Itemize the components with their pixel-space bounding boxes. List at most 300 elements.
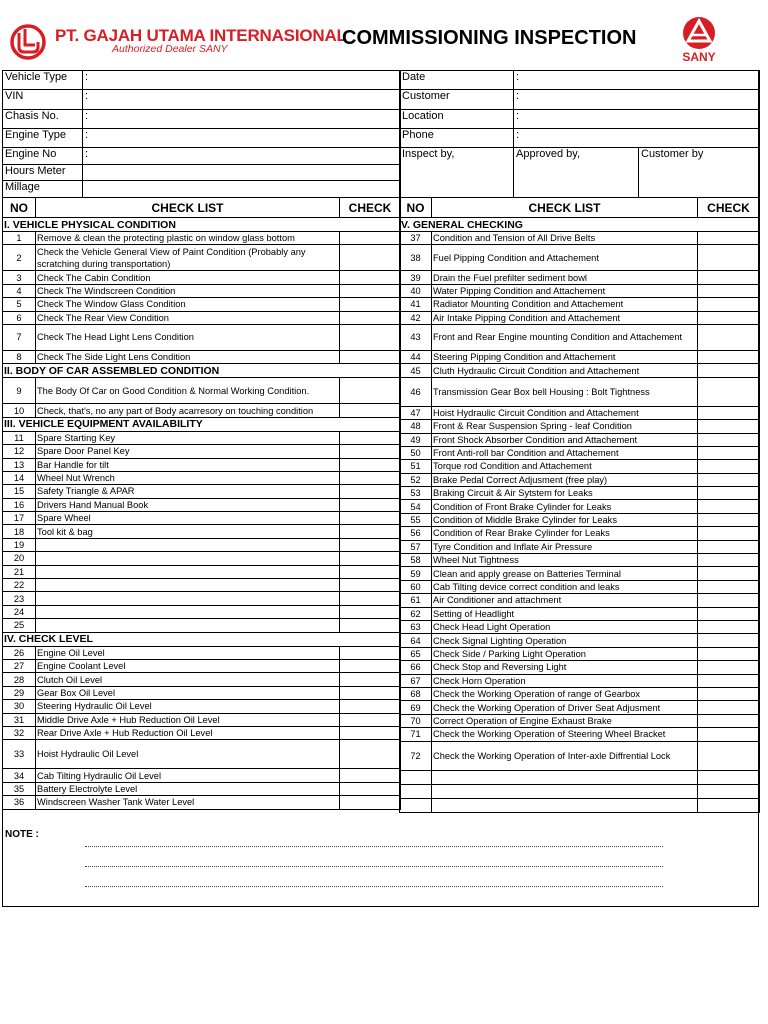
check-box[interactable]	[340, 782, 401, 795]
check-box[interactable]	[340, 538, 401, 551]
item-description: Cab Tilting Hydraulic Oil Level	[36, 769, 340, 782]
checklist-row	[400, 311, 760, 324]
check-box[interactable]	[698, 350, 760, 363]
info-value-field[interactable]: :	[514, 110, 760, 129]
check-box[interactable]	[698, 607, 760, 620]
item-description: Front and Rear Engine mounting Condition and Attachement	[432, 324, 698, 350]
check-box[interactable]	[698, 798, 760, 812]
checklist-header-row	[3, 198, 401, 218]
checklist-row	[400, 324, 760, 350]
checklist-row	[3, 498, 401, 511]
check-box[interactable]	[698, 567, 760, 580]
check-box[interactable]	[698, 554, 760, 567]
item-number: 56	[400, 527, 432, 540]
item-description: Check the Working Operation of Inter-axle Diffrential Lock	[432, 741, 698, 770]
checklist-row	[3, 525, 401, 538]
item-description: Check the Working Operation of Steering Wheel Bracket	[432, 728, 698, 741]
check-box[interactable]	[340, 324, 401, 350]
checklist-row	[3, 782, 401, 795]
checklist-row	[3, 404, 401, 417]
check-box[interactable]	[340, 659, 401, 672]
check-box[interactable]	[340, 673, 401, 686]
check-box[interactable]	[340, 796, 401, 809]
info-label: Engine No	[3, 148, 83, 165]
item-number: 12	[3, 445, 36, 458]
checklist-left	[2, 197, 401, 810]
item-number: 63	[400, 620, 432, 633]
item-number: 46	[400, 377, 432, 406]
check-box[interactable]	[340, 245, 401, 271]
checklist-row	[3, 646, 401, 659]
signature-box[interactable]: Approved by,	[514, 148, 639, 198]
item-number: 27	[3, 659, 36, 672]
item-number: 14	[3, 471, 36, 484]
checklist-row	[3, 726, 401, 739]
item-description: Cab Tilting device correct condition and leaks	[432, 580, 698, 593]
check-box[interactable]	[698, 364, 760, 377]
brand-name: SANY	[682, 50, 716, 64]
item-description: Check The Head Light Lens Condition	[36, 324, 340, 350]
item-number: 1	[3, 232, 36, 245]
checklist-row	[400, 647, 760, 660]
check-box[interactable]	[698, 647, 760, 660]
info-label: Hours Meter	[3, 165, 83, 181]
checklist-row	[3, 298, 401, 311]
col-no-header: NO	[400, 198, 432, 218]
checklist-row	[400, 580, 760, 593]
item-description: Transmission Gear Box bell Housing : Bolt Tightness	[432, 377, 698, 406]
info-row	[3, 71, 401, 90]
checklist-row	[400, 460, 760, 473]
checklist-row	[400, 620, 760, 633]
section-title: I. VEHICLE PHYSICAL CONDITION	[3, 218, 401, 232]
checklist-row	[3, 673, 401, 686]
check-box[interactable]	[698, 298, 760, 311]
item-number: 37	[400, 232, 432, 245]
item-number: 3	[3, 271, 36, 284]
check-box[interactable]	[698, 420, 760, 433]
info-row	[3, 148, 401, 165]
item-number: 61	[400, 594, 432, 607]
checklist-row	[3, 431, 401, 444]
checklist-right	[399, 197, 760, 813]
check-box[interactable]	[340, 726, 401, 739]
item-description: Check the Working Operation of range of Gearbox	[432, 687, 698, 700]
item-description: Check The Window Glass Condition	[36, 298, 340, 311]
checklist-row	[400, 377, 760, 406]
item-number: 8	[3, 350, 36, 363]
item-description: Air Conditioner and attachment	[432, 594, 698, 607]
checklist-row	[400, 594, 760, 607]
check-box[interactable]	[698, 540, 760, 553]
item-description: Front Shock Absorber Condition and Attachement	[432, 433, 698, 446]
info-label: Date	[400, 71, 514, 90]
item-description	[36, 538, 340, 551]
info-label: Millage	[3, 181, 83, 198]
item-description: Check the Working Operation of Driver Seat Adjusment	[432, 701, 698, 714]
checklist-row	[400, 741, 760, 770]
item-number: 22	[3, 579, 36, 592]
check-box[interactable]	[340, 284, 401, 297]
item-description: Check Signal Lighting Operation	[432, 634, 698, 647]
info-value-field[interactable]: :	[83, 71, 401, 90]
check-box[interactable]	[698, 324, 760, 350]
signature-row	[400, 148, 760, 198]
checklist-row	[400, 487, 760, 500]
checklist-row	[3, 232, 401, 245]
info-value-field[interactable]: :	[83, 148, 401, 165]
check-box[interactable]	[698, 714, 760, 727]
item-description: Braking Circuit & Air Sytstem for Leaks	[432, 487, 698, 500]
item-number: 62	[400, 607, 432, 620]
item-number: 38	[400, 245, 432, 271]
item-number: 29	[3, 686, 36, 699]
item-number: 55	[400, 513, 432, 526]
checklist-row	[400, 554, 760, 567]
check-box[interactable]	[698, 500, 760, 513]
item-description: Steering Pipping Condition and Attachement	[432, 350, 698, 363]
check-box[interactable]	[698, 594, 760, 607]
item-description: Cluth Hydraulic Circuit Condition and Attachement	[432, 364, 698, 377]
info-value-field[interactable]: :	[83, 90, 401, 110]
check-box[interactable]	[340, 498, 401, 511]
check-box[interactable]	[698, 446, 760, 459]
check-box[interactable]	[698, 687, 760, 700]
checklist-row	[400, 540, 760, 553]
item-number: 39	[400, 271, 432, 284]
check-box[interactable]	[340, 458, 401, 471]
checklist-row	[400, 284, 760, 297]
check-box[interactable]	[698, 580, 760, 593]
signature-box[interactable]: Customer by	[639, 148, 760, 198]
check-box[interactable]	[340, 404, 401, 417]
checklist-row	[400, 420, 760, 433]
checklist-row	[400, 687, 760, 700]
check-box[interactable]	[340, 525, 401, 538]
check-box[interactable]	[340, 298, 401, 311]
col-check-header: CHECK	[340, 198, 401, 218]
item-description: Fuel Pipping Condition and Attachement	[432, 245, 698, 271]
item-description: Hoist Hydraulic Circuit Condition and Attachement	[432, 406, 698, 419]
item-number: 69	[400, 701, 432, 714]
info-value-field[interactable]: :	[83, 129, 401, 148]
item-description: Hoist Hydraulic Oil Level	[36, 740, 340, 769]
check-box[interactable]	[698, 784, 760, 798]
item-description: Remove & clean the protecting plastic on window glass bottom	[36, 232, 340, 245]
check-box[interactable]	[340, 769, 401, 782]
check-box[interactable]	[340, 471, 401, 484]
item-number: 13	[3, 458, 36, 471]
info-row	[400, 110, 760, 129]
section-row	[3, 632, 401, 646]
item-number: 57	[400, 540, 432, 553]
checklist-row	[3, 271, 401, 284]
item-description	[432, 770, 698, 784]
checklist-row	[3, 740, 401, 769]
note-line[interactable]	[85, 846, 663, 847]
info-row	[3, 165, 401, 181]
info-row	[3, 110, 401, 129]
item-description: Front & Rear Suspension Spring - leaf Condition	[432, 420, 698, 433]
section-title: V. GENERAL CHECKING	[400, 218, 760, 232]
check-box[interactable]	[698, 770, 760, 784]
check-box[interactable]	[698, 620, 760, 633]
info-value-field[interactable]: :	[83, 110, 401, 129]
check-box[interactable]	[698, 271, 760, 284]
check-box[interactable]	[340, 619, 401, 632]
info-value-field[interactable]: :	[514, 71, 760, 90]
note-line[interactable]	[85, 866, 663, 867]
check-box[interactable]	[340, 686, 401, 699]
item-description: Bar Handle for tilt	[36, 458, 340, 471]
item-description: Condition of Middle Brake Cylinder for Leaks	[432, 513, 698, 526]
check-box[interactable]	[698, 513, 760, 526]
item-description: Spare Wheel	[36, 512, 340, 525]
check-box[interactable]	[698, 284, 760, 297]
item-number: 25	[3, 619, 36, 632]
checklist-row	[3, 311, 401, 324]
check-box[interactable]	[340, 431, 401, 444]
item-description	[36, 592, 340, 605]
signature-box[interactable]: Inspect by,	[400, 148, 514, 198]
item-number: 45	[400, 364, 432, 377]
check-box[interactable]	[340, 592, 401, 605]
checklist-row	[3, 245, 401, 271]
check-box[interactable]	[698, 460, 760, 473]
item-description	[36, 565, 340, 578]
item-description: Safety Triangle & APAR	[36, 485, 340, 498]
checklist-row	[400, 527, 760, 540]
item-description	[36, 552, 340, 565]
section-row	[400, 218, 760, 232]
checklist-row	[400, 661, 760, 674]
item-number: 35	[3, 782, 36, 795]
checklist-row	[3, 686, 401, 699]
checklist-row	[400, 446, 760, 459]
section-title: III. VEHICLE EQUIPMENT AVAILABILITY	[3, 417, 401, 431]
item-description	[36, 605, 340, 618]
check-box[interactable]	[340, 579, 401, 592]
item-number	[400, 798, 432, 812]
checklist-row	[400, 567, 760, 580]
item-number: 44	[400, 350, 432, 363]
item-number: 20	[3, 552, 36, 565]
item-description: Windscreen Washer Tank Water Level	[36, 796, 340, 809]
item-number: 23	[3, 592, 36, 605]
item-description: Water Pipping Condition and Attachement	[432, 284, 698, 297]
info-label: VIN	[3, 90, 83, 110]
item-number: 7	[3, 324, 36, 350]
item-number: 32	[3, 726, 36, 739]
checklist-row	[400, 784, 760, 798]
company-name: PT. GAJAH UTAMA INTERNASIONAL	[55, 26, 347, 45]
item-description: Check, that's, no any part of Body acarresory on touching condition	[36, 404, 340, 417]
item-description: Engine Oil Level	[36, 646, 340, 659]
info-value-field[interactable]: :	[514, 90, 760, 110]
check-box[interactable]	[698, 661, 760, 674]
section-title: IV. CHECK LEVEL	[3, 632, 401, 646]
item-description: Clean and apply grease on Batteries Terminal	[432, 567, 698, 580]
item-description	[432, 798, 698, 812]
inspection-info-table	[399, 70, 760, 198]
info-value-field[interactable]	[83, 181, 401, 198]
checklist-row	[400, 473, 760, 486]
check-box[interactable]	[340, 740, 401, 769]
checklist-row	[3, 769, 401, 782]
check-box[interactable]	[340, 311, 401, 324]
info-row	[400, 129, 760, 148]
item-number: 43	[400, 324, 432, 350]
info-label: Engine Type	[3, 129, 83, 148]
checklist-row	[400, 298, 760, 311]
check-box[interactable]	[340, 232, 401, 245]
item-number: 6	[3, 311, 36, 324]
check-box[interactable]	[698, 311, 760, 324]
item-number: 24	[3, 605, 36, 618]
check-box[interactable]	[698, 232, 760, 245]
check-box[interactable]	[340, 350, 401, 363]
item-number	[400, 770, 432, 784]
col-check-header: CHECK	[698, 198, 760, 218]
item-number: 17	[3, 512, 36, 525]
check-box[interactable]	[340, 271, 401, 284]
check-box[interactable]	[698, 728, 760, 741]
item-description: Condition of Front Brake Cylinder for Leaks	[432, 500, 698, 513]
item-description: Engine Coolant Level	[36, 659, 340, 672]
info-value-field[interactable]: :	[514, 129, 760, 148]
check-box[interactable]	[698, 433, 760, 446]
check-box[interactable]	[340, 646, 401, 659]
checklist-row	[400, 513, 760, 526]
check-box[interactable]	[698, 377, 760, 406]
item-description: Wheel Nut Tightness	[432, 554, 698, 567]
checklist-row	[400, 798, 760, 812]
item-number: 16	[3, 498, 36, 511]
checklist-row	[3, 619, 401, 632]
checklist-row	[3, 350, 401, 363]
item-description: Check Head Light Operation	[432, 620, 698, 633]
item-number: 48	[400, 420, 432, 433]
checklist-row	[3, 538, 401, 551]
check-box[interactable]	[698, 406, 760, 419]
checklist-row	[400, 714, 760, 727]
check-box[interactable]	[698, 487, 760, 500]
item-description: Check Horn Operation	[432, 674, 698, 687]
info-label: Location	[400, 110, 514, 129]
page-title: COMMISSIONING INSPECTION	[342, 27, 637, 49]
item-number: 21	[3, 565, 36, 578]
item-description: Condition and Tension of All Drive Belts	[432, 232, 698, 245]
item-number: 31	[3, 713, 36, 726]
checklist-row	[3, 579, 401, 592]
check-box[interactable]	[698, 245, 760, 271]
item-number: 18	[3, 525, 36, 538]
sany-logo-icon	[677, 15, 721, 51]
item-description: Spare Starting Key	[36, 431, 340, 444]
section-row	[3, 417, 401, 431]
item-description: Battery Electrolyte Level	[36, 782, 340, 795]
note-line[interactable]	[85, 886, 663, 887]
checklist-row	[400, 728, 760, 741]
item-description: Check The Windscreen Condition	[36, 284, 340, 297]
item-description	[36, 619, 340, 632]
check-box[interactable]	[698, 741, 760, 770]
item-number: 11	[3, 431, 36, 444]
checklist-row	[3, 445, 401, 458]
item-description: Spare Door Panel Key	[36, 445, 340, 458]
check-box[interactable]	[698, 701, 760, 714]
item-description: Check The Cabin Condition	[36, 271, 340, 284]
check-box[interactable]	[340, 378, 401, 404]
item-number: 67	[400, 674, 432, 687]
col-no-header: NO	[3, 198, 36, 218]
item-description: Front Anti-roll bar Condition and Attachement	[432, 446, 698, 459]
section-row	[3, 364, 401, 378]
col-checklist-header: CHECK LIST	[36, 198, 340, 218]
item-number: 52	[400, 473, 432, 486]
info-row	[3, 90, 401, 110]
item-description: Gear Box Oil Level	[36, 686, 340, 699]
item-number: 50	[400, 446, 432, 459]
check-box[interactable]	[698, 634, 760, 647]
info-row	[400, 90, 760, 110]
item-description: Check The Rear View Condition	[36, 311, 340, 324]
item-number	[400, 784, 432, 798]
section-row	[3, 218, 401, 232]
check-box[interactable]	[340, 605, 401, 618]
check-box[interactable]	[340, 552, 401, 565]
checklist-row	[400, 364, 760, 377]
checklist-row	[3, 458, 401, 471]
checklist-row	[400, 350, 760, 363]
item-number: 4	[3, 284, 36, 297]
check-box[interactable]	[340, 700, 401, 713]
check-box[interactable]	[698, 473, 760, 486]
checklist-row	[400, 500, 760, 513]
info-value-field[interactable]	[83, 165, 401, 181]
check-box[interactable]	[698, 674, 760, 687]
item-number: 60	[400, 580, 432, 593]
check-box[interactable]	[340, 512, 401, 525]
check-box[interactable]	[340, 445, 401, 458]
checklist-row	[400, 770, 760, 784]
item-number: 40	[400, 284, 432, 297]
item-number: 26	[3, 646, 36, 659]
item-number: 72	[400, 741, 432, 770]
company-logo-icon	[8, 23, 50, 61]
item-number: 2	[3, 245, 36, 271]
item-number: 5	[3, 298, 36, 311]
item-number: 34	[3, 769, 36, 782]
item-description: Air Intake Pipping Condition and Attachement	[432, 311, 698, 324]
item-description	[432, 784, 698, 798]
check-box[interactable]	[340, 565, 401, 578]
check-box[interactable]	[340, 713, 401, 726]
info-label: Vehicle Type	[3, 71, 83, 90]
check-box[interactable]	[698, 527, 760, 540]
item-number: 59	[400, 567, 432, 580]
item-number: 65	[400, 647, 432, 660]
check-box[interactable]	[340, 485, 401, 498]
item-description: Check the Vehicle General View of Paint Condition (Probably any scratching during transportation)	[36, 245, 340, 271]
item-description: Drain the Fuel prefilter sediment bowl	[432, 271, 698, 284]
checklist-row	[3, 378, 401, 404]
info-row	[3, 181, 401, 198]
item-number: 33	[3, 740, 36, 769]
checklist-row	[3, 471, 401, 484]
item-description: The Body Of Car on Good Condition & Normal Working Condition.	[36, 378, 340, 404]
checklist-row	[400, 634, 760, 647]
